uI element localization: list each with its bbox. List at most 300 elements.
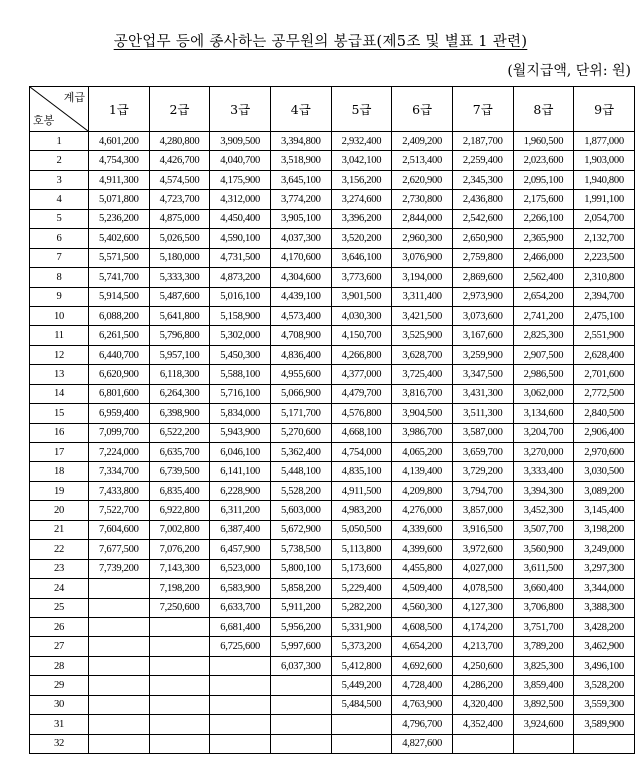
salary-cell: 2,869,600 <box>452 268 513 287</box>
salary-cell: 2,650,900 <box>452 229 513 248</box>
salary-cell: 3,706,800 <box>513 598 574 617</box>
salary-cell: 4,209,800 <box>392 481 453 500</box>
salary-cell: 3,062,000 <box>513 384 574 403</box>
unit-label: (월지급액, 단위: 원) <box>507 63 631 79</box>
salary-cell: 6,681,400 <box>210 617 271 636</box>
salary-cell: 7,604,600 <box>89 520 150 539</box>
salary-cell: 6,457,900 <box>210 540 271 559</box>
salary-cell <box>149 715 210 734</box>
step-number: 1 <box>30 132 89 151</box>
salary-cell: 2,562,400 <box>513 268 574 287</box>
step-number: 3 <box>30 170 89 189</box>
salary-cell: 7,250,600 <box>149 598 210 617</box>
salary-cell: 4,027,000 <box>452 559 513 578</box>
salary-cell: 7,099,700 <box>89 423 150 442</box>
salary-cell: 6,228,900 <box>210 481 271 500</box>
corner-grade-label: 계급 <box>63 91 85 104</box>
step-number: 30 <box>30 695 89 714</box>
table-row <box>30 326 635 345</box>
table-row <box>30 715 635 734</box>
salary-cell: 5,911,200 <box>270 598 331 617</box>
grade-header: 4급 <box>270 87 331 132</box>
salary-cell: 3,274,600 <box>331 190 392 209</box>
table-row <box>30 579 635 598</box>
salary-cell: 4,911,500 <box>331 481 392 500</box>
salary-cell: 2,365,900 <box>513 229 574 248</box>
salary-cell: 3,388,300 <box>574 598 635 617</box>
salary-cell: 6,118,300 <box>149 365 210 384</box>
salary-cell: 3,825,300 <box>513 656 574 675</box>
step-number: 13 <box>30 365 89 384</box>
grade-header: 8급 <box>513 87 574 132</box>
step-number: 17 <box>30 443 89 462</box>
corner-cell <box>30 87 89 132</box>
salary-cell: 1,903,000 <box>574 151 635 170</box>
table-body <box>30 132 635 754</box>
table-row <box>30 170 635 189</box>
salary-cell: 3,156,200 <box>331 170 392 189</box>
salary-cell: 5,113,800 <box>331 540 392 559</box>
grade-header: 9급 <box>574 87 635 132</box>
salary-cell: 4,439,100 <box>270 287 331 306</box>
salary-cell: 5,448,100 <box>270 462 331 481</box>
salary-cell: 2,542,600 <box>452 209 513 228</box>
salary-cell: 2,970,600 <box>574 443 635 462</box>
salary-cell: 5,333,300 <box>149 268 210 287</box>
step-number: 28 <box>30 656 89 675</box>
salary-cell: 3,773,600 <box>331 268 392 287</box>
salary-cell: 6,046,100 <box>210 443 271 462</box>
salary-cell: 3,611,500 <box>513 559 574 578</box>
salary-cell: 3,073,600 <box>452 306 513 325</box>
step-number: 7 <box>30 248 89 267</box>
table-row <box>30 209 635 228</box>
table-row <box>30 404 635 423</box>
table-row <box>30 345 635 364</box>
salary-cell: 2,654,200 <box>513 287 574 306</box>
salary-cell: 6,922,800 <box>149 501 210 520</box>
salary-cell <box>89 637 150 656</box>
salary-cell: 3,421,500 <box>392 306 453 325</box>
salary-cell: 2,986,500 <box>513 365 574 384</box>
salary-cell: 6,739,500 <box>149 462 210 481</box>
salary-cell: 4,983,200 <box>331 501 392 520</box>
salary-cell: 5,331,900 <box>331 617 392 636</box>
salary-cell: 5,914,500 <box>89 287 150 306</box>
salary-cell: 3,660,400 <box>513 579 574 598</box>
salary-cell: 4,573,400 <box>270 306 331 325</box>
salary-cell <box>270 734 331 753</box>
salary-cell: 3,042,100 <box>331 151 392 170</box>
salary-cell: 6,141,100 <box>210 462 271 481</box>
salary-cell: 4,150,700 <box>331 326 392 345</box>
salary-cell: 4,455,800 <box>392 559 453 578</box>
grade-header: 3급 <box>210 87 271 132</box>
salary-cell: 4,875,000 <box>149 209 210 228</box>
step-number: 20 <box>30 501 89 520</box>
salary-cell <box>270 715 331 734</box>
salary-cell: 3,794,700 <box>452 481 513 500</box>
salary-cell: 7,334,700 <box>89 462 150 481</box>
salary-cell: 3,729,200 <box>452 462 513 481</box>
salary-cell <box>210 656 271 675</box>
table-row <box>30 443 635 462</box>
salary-cell: 4,170,600 <box>270 248 331 267</box>
salary-cell: 2,741,200 <box>513 306 574 325</box>
salary-cell: 4,037,300 <box>270 229 331 248</box>
grade-header: 5급 <box>331 87 392 132</box>
salary-cell: 6,037,300 <box>270 656 331 675</box>
salary-cell: 5,373,200 <box>331 637 392 656</box>
salary-cell: 4,040,700 <box>210 151 271 170</box>
grade-header: 6급 <box>392 87 453 132</box>
salary-cell: 3,270,000 <box>513 443 574 462</box>
salary-cell: 3,394,800 <box>270 132 331 151</box>
salary-cell: 4,574,500 <box>149 170 210 189</box>
salary-cell: 5,066,900 <box>270 384 331 403</box>
salary-cell: 4,320,400 <box>452 695 513 714</box>
salary-cell: 4,266,800 <box>331 345 392 364</box>
salary-cell: 4,065,200 <box>392 443 453 462</box>
salary-cell: 2,513,400 <box>392 151 453 170</box>
salary-cell: 3,204,700 <box>513 423 574 442</box>
step-number: 19 <box>30 481 89 500</box>
salary-cell: 6,522,200 <box>149 423 210 442</box>
table-row <box>30 676 635 695</box>
salary-cell: 3,774,200 <box>270 190 331 209</box>
salary-cell: 5,236,200 <box>89 209 150 228</box>
salary-cell: 2,132,700 <box>574 229 635 248</box>
salary-cell: 2,759,800 <box>452 248 513 267</box>
step-number: 6 <box>30 229 89 248</box>
step-number: 31 <box>30 715 89 734</box>
salary-cell: 3,972,600 <box>452 540 513 559</box>
salary-cell: 5,796,800 <box>149 326 210 345</box>
salary-cell: 5,050,500 <box>331 520 392 539</box>
salary-cell: 4,304,600 <box>270 268 331 287</box>
salary-cell: 4,955,600 <box>270 365 331 384</box>
salary-cell: 4,030,300 <box>331 306 392 325</box>
table-row <box>30 132 635 151</box>
table-row <box>30 734 635 753</box>
salary-cell: 5,158,900 <box>210 306 271 325</box>
salary-cell: 4,139,400 <box>392 462 453 481</box>
salary-cell: 3,859,400 <box>513 676 574 695</box>
step-number: 11 <box>30 326 89 345</box>
header-row <box>30 87 635 132</box>
table-row <box>30 384 635 403</box>
salary-cell: 3,525,900 <box>392 326 453 345</box>
salary-cell <box>210 695 271 714</box>
salary-cell: 3,134,600 <box>513 404 574 423</box>
step-number: 10 <box>30 306 89 325</box>
salary-cell: 4,509,400 <box>392 579 453 598</box>
salary-cell <box>270 676 331 695</box>
salary-cell: 6,311,200 <box>210 501 271 520</box>
salary-cell: 3,347,500 <box>452 365 513 384</box>
salary-cell <box>89 579 150 598</box>
step-number: 32 <box>30 734 89 753</box>
salary-cell: 2,436,800 <box>452 190 513 209</box>
salary-cell: 3,145,400 <box>574 501 635 520</box>
salary-cell: 7,076,200 <box>149 540 210 559</box>
salary-cell: 3,076,900 <box>392 248 453 267</box>
salary-cell: 2,223,500 <box>574 248 635 267</box>
table-row <box>30 229 635 248</box>
salary-cell: 5,180,000 <box>149 248 210 267</box>
salary-cell: 5,997,600 <box>270 637 331 656</box>
salary-cell: 6,387,400 <box>210 520 271 539</box>
salary-cell: 5,571,500 <box>89 248 150 267</box>
salary-cell: 5,800,100 <box>270 559 331 578</box>
salary-cell: 5,741,700 <box>89 268 150 287</box>
salary-cell <box>89 656 150 675</box>
salary-cell: 3,496,100 <box>574 656 635 675</box>
salary-cell: 2,466,000 <box>513 248 574 267</box>
salary-cell: 3,916,500 <box>452 520 513 539</box>
salary-cell: 5,362,400 <box>270 443 331 462</box>
salary-cell: 2,973,900 <box>452 287 513 306</box>
salary-cell: 2,772,500 <box>574 384 635 403</box>
salary-cell: 2,023,600 <box>513 151 574 170</box>
table-row <box>30 481 635 500</box>
salary-cell <box>452 734 513 753</box>
salary-cell: 4,708,900 <box>270 326 331 345</box>
document-title: 공안업무 등에 종사하는 공무원의 봉급표(제5조 및 별표 1 관련) <box>113 34 528 50</box>
salary-cell: 3,394,300 <box>513 481 574 500</box>
salary-cell: 3,589,900 <box>574 715 635 734</box>
salary-cell: 3,462,900 <box>574 637 635 656</box>
salary-cell: 3,528,200 <box>574 676 635 695</box>
salary-cell: 2,907,500 <box>513 345 574 364</box>
salary-cell: 4,352,400 <box>452 715 513 734</box>
table-row <box>30 656 635 675</box>
table-row <box>30 501 635 520</box>
salary-cell: 3,249,000 <box>574 540 635 559</box>
step-number: 26 <box>30 617 89 636</box>
salary-cell: 4,754,300 <box>89 151 150 170</box>
table-row <box>30 540 635 559</box>
salary-cell <box>149 637 210 656</box>
salary-cell: 4,836,400 <box>270 345 331 364</box>
salary-cell: 5,173,600 <box>331 559 392 578</box>
table-row <box>30 268 635 287</box>
salary-cell: 4,174,200 <box>452 617 513 636</box>
salary-cell: 4,601,200 <box>89 132 150 151</box>
salary-cell: 3,905,100 <box>270 209 331 228</box>
salary-cell: 2,345,300 <box>452 170 513 189</box>
grade-header: 7급 <box>452 87 513 132</box>
salary-cell: 4,250,600 <box>452 656 513 675</box>
salary-cell: 7,522,700 <box>89 501 150 520</box>
salary-cell: 1,940,800 <box>574 170 635 189</box>
salary-cell <box>89 676 150 695</box>
table-row <box>30 365 635 384</box>
step-number: 9 <box>30 287 89 306</box>
salary-cell: 3,089,200 <box>574 481 635 500</box>
salary-cell <box>210 676 271 695</box>
salary-cell: 3,167,600 <box>452 326 513 345</box>
salary-cell: 2,409,200 <box>392 132 453 151</box>
salary-cell: 5,588,100 <box>210 365 271 384</box>
table-row <box>30 151 635 170</box>
table-row <box>30 637 635 656</box>
salary-cell <box>331 715 392 734</box>
step-number: 5 <box>30 209 89 228</box>
step-number: 2 <box>30 151 89 170</box>
salary-cell: 3,198,200 <box>574 520 635 539</box>
salary-table <box>29 86 635 754</box>
salary-cell: 5,302,000 <box>210 326 271 345</box>
salary-cell: 2,266,100 <box>513 209 574 228</box>
salary-cell: 5,943,900 <box>210 423 271 442</box>
salary-cell: 4,377,000 <box>331 365 392 384</box>
table-row <box>30 423 635 442</box>
salary-cell: 2,310,800 <box>574 268 635 287</box>
table-row <box>30 598 635 617</box>
salary-cell: 6,261,500 <box>89 326 150 345</box>
salary-cell: 5,412,800 <box>331 656 392 675</box>
salary-cell: 3,194,000 <box>392 268 453 287</box>
salary-cell: 6,583,900 <box>210 579 271 598</box>
salary-cell: 4,078,500 <box>452 579 513 598</box>
salary-cell: 2,095,100 <box>513 170 574 189</box>
table-row <box>30 306 635 325</box>
salary-cell: 4,339,600 <box>392 520 453 539</box>
salary-cell: 7,002,800 <box>149 520 210 539</box>
salary-cell: 3,518,900 <box>270 151 331 170</box>
salary-cell: 2,730,800 <box>392 190 453 209</box>
salary-cell: 4,286,200 <box>452 676 513 695</box>
step-number: 16 <box>30 423 89 442</box>
salary-cell: 4,763,900 <box>392 695 453 714</box>
salary-cell: 4,590,100 <box>210 229 271 248</box>
table-row <box>30 520 635 539</box>
salary-cell: 1,877,000 <box>574 132 635 151</box>
salary-cell: 5,858,200 <box>270 579 331 598</box>
salary-cell: 5,487,600 <box>149 287 210 306</box>
salary-cell <box>270 695 331 714</box>
salary-cell: 6,088,200 <box>89 306 150 325</box>
step-number: 15 <box>30 404 89 423</box>
table-row <box>30 559 635 578</box>
salary-cell: 5,672,900 <box>270 520 331 539</box>
salary-cell: 6,635,700 <box>149 443 210 462</box>
salary-cell <box>89 598 150 617</box>
salary-cell: 3,559,300 <box>574 695 635 714</box>
salary-cell: 4,450,400 <box>210 209 271 228</box>
salary-cell: 2,906,400 <box>574 423 635 442</box>
salary-cell: 6,264,300 <box>149 384 210 403</box>
salary-cell <box>89 734 150 753</box>
table-row <box>30 248 635 267</box>
salary-cell: 2,628,400 <box>574 345 635 364</box>
salary-cell: 4,873,200 <box>210 268 271 287</box>
salary-cell <box>149 617 210 636</box>
salary-cell: 6,440,700 <box>89 345 150 364</box>
salary-cell: 6,620,900 <box>89 365 150 384</box>
salary-cell: 2,175,600 <box>513 190 574 209</box>
salary-cell: 4,608,500 <box>392 617 453 636</box>
salary-cell: 3,751,700 <box>513 617 574 636</box>
salary-cell: 3,645,100 <box>270 170 331 189</box>
step-number: 4 <box>30 190 89 209</box>
salary-cell: 3,431,300 <box>452 384 513 403</box>
salary-cell <box>149 656 210 675</box>
table-row <box>30 695 635 714</box>
salary-cell: 3,904,500 <box>392 404 453 423</box>
salary-cell: 4,754,000 <box>331 443 392 462</box>
salary-cell: 7,433,800 <box>89 481 150 500</box>
salary-cell: 3,909,500 <box>210 132 271 151</box>
salary-cell: 3,428,200 <box>574 617 635 636</box>
salary-cell: 4,576,800 <box>331 404 392 423</box>
salary-cell <box>210 715 271 734</box>
step-number: 25 <box>30 598 89 617</box>
salary-cell <box>331 734 392 753</box>
table-row <box>30 287 635 306</box>
salary-cell <box>89 715 150 734</box>
salary-cell: 5,834,000 <box>210 404 271 423</box>
salary-cell: 4,728,400 <box>392 676 453 695</box>
salary-cell <box>149 676 210 695</box>
salary-cell: 3,297,300 <box>574 559 635 578</box>
table-row <box>30 462 635 481</box>
salary-cell: 5,171,700 <box>270 404 331 423</box>
salary-cell: 5,229,400 <box>331 579 392 598</box>
salary-cell: 2,932,400 <box>331 132 392 151</box>
salary-cell: 3,396,200 <box>331 209 392 228</box>
salary-cell <box>513 734 574 753</box>
salary-cell: 5,026,500 <box>149 229 210 248</box>
salary-cell: 2,960,300 <box>392 229 453 248</box>
salary-cell: 3,587,000 <box>452 423 513 442</box>
salary-cell: 5,282,200 <box>331 598 392 617</box>
salary-cell <box>149 734 210 753</box>
salary-cell: 2,259,400 <box>452 151 513 170</box>
step-number: 21 <box>30 520 89 539</box>
salary-cell: 2,620,900 <box>392 170 453 189</box>
salary-cell: 4,692,600 <box>392 656 453 675</box>
salary-cell: 6,633,700 <box>210 598 271 617</box>
salary-cell: 5,484,500 <box>331 695 392 714</box>
salary-cell <box>89 617 150 636</box>
salary-cell: 2,394,700 <box>574 287 635 306</box>
salary-cell: 3,511,300 <box>452 404 513 423</box>
grade-header: 1급 <box>89 87 150 132</box>
salary-cell: 4,399,600 <box>392 540 453 559</box>
salary-cell <box>149 695 210 714</box>
salary-cell: 5,402,600 <box>89 229 150 248</box>
salary-cell: 4,835,100 <box>331 462 392 481</box>
step-number: 27 <box>30 637 89 656</box>
salary-cell: 5,071,800 <box>89 190 150 209</box>
salary-cell: 3,560,900 <box>513 540 574 559</box>
salary-cell: 6,835,400 <box>149 481 210 500</box>
salary-cell: 4,911,300 <box>89 170 150 189</box>
salary-cell: 7,224,000 <box>89 443 150 462</box>
salary-cell: 3,857,000 <box>452 501 513 520</box>
salary-cell <box>210 734 271 753</box>
salary-cell: 3,659,700 <box>452 443 513 462</box>
salary-cell: 3,333,400 <box>513 462 574 481</box>
salary-cell: 4,560,300 <box>392 598 453 617</box>
salary-cell: 3,452,300 <box>513 501 574 520</box>
salary-cell: 4,276,000 <box>392 501 453 520</box>
salary-cell: 2,825,300 <box>513 326 574 345</box>
salary-cell: 1,960,500 <box>513 132 574 151</box>
salary-cell: 4,723,700 <box>149 190 210 209</box>
